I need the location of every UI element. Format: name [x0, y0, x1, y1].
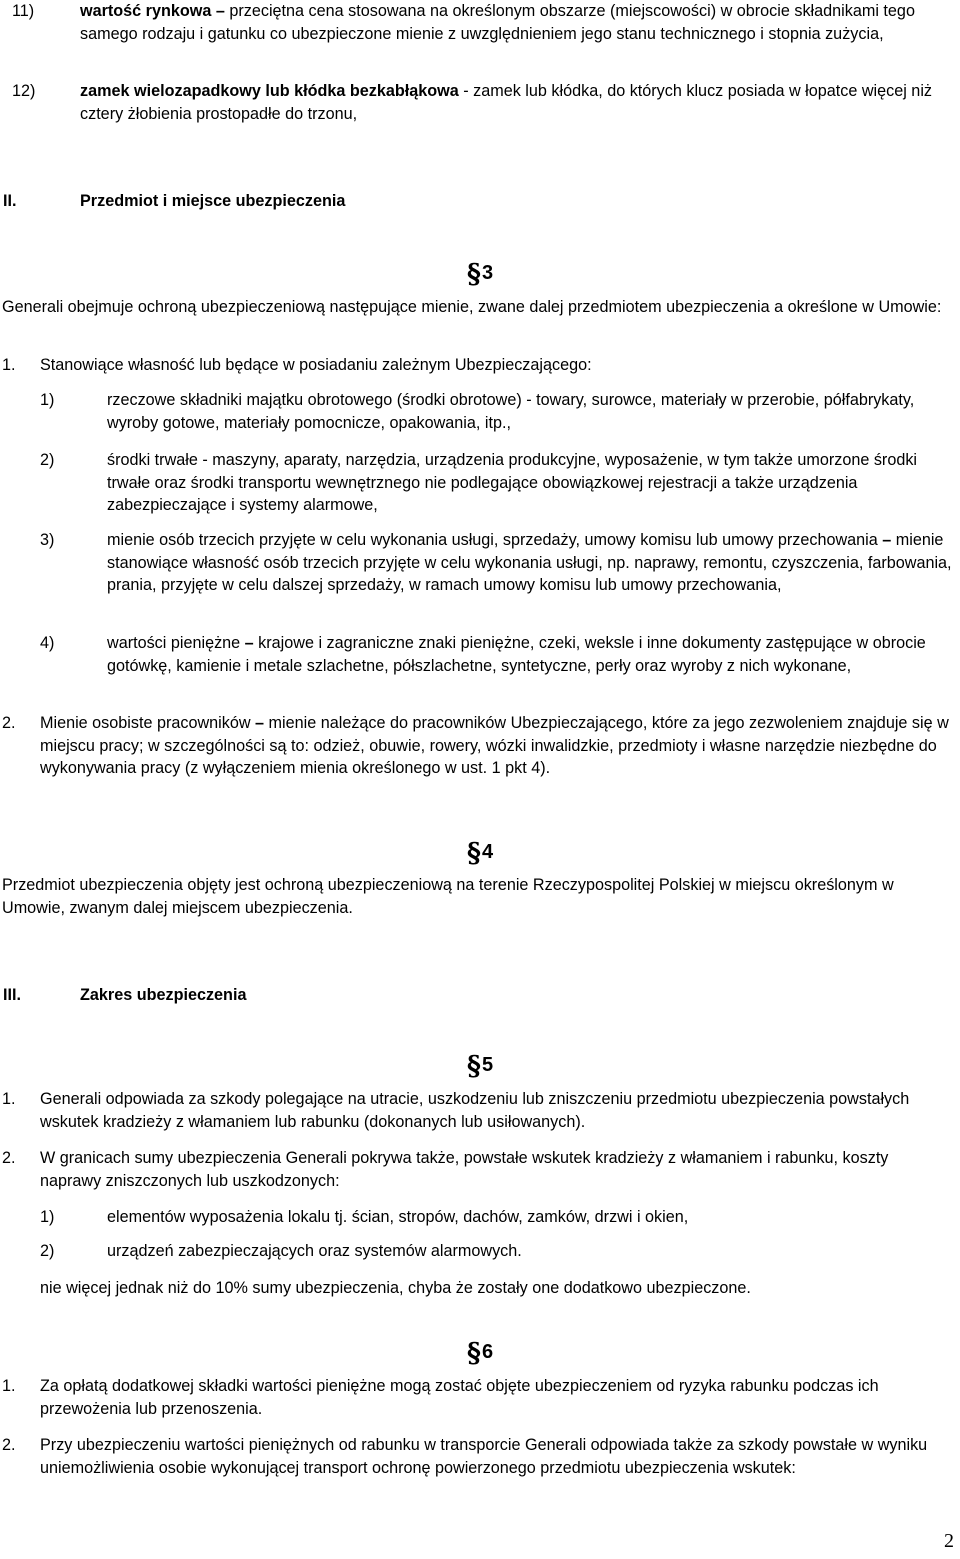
paragraph-number: 6	[482, 1341, 494, 1363]
definition-11-term: wartość rynkowa	[80, 2, 212, 20]
page-number: 2	[944, 1530, 954, 1552]
subitem-number: 2)	[40, 1242, 55, 1260]
definition-11-number: 11)	[12, 2, 35, 20]
definition-11-text: przeciętna cena stosowana na określonym obszarze (miejscowości) w obrocie składnikami tego samego rodzaju i gatunku co ubezpieczone mienie z uwzględnieniem jego stanu technicznego i stopnia zużycia,	[80, 2, 915, 43]
section-2-number: II.	[3, 192, 17, 210]
paragraph-3-heading	[0, 259, 960, 290]
subitem-number: 1)	[40, 1208, 55, 1226]
paragraph-3-intro: Generali obejmuje ochroną ubezpieczeniową następujące mienie, zwane dalej przedmiotem ubezpieczenia a określone w Umowie:	[2, 298, 942, 316]
paragraph-6-item-2: Przy ubezpieczeniu wartości pieniężnych od rabunku w transporcie Generali odpowiada także za szkody powstałe w wyniku uniemożliwienia osobie wykonującej transport ochronę powierzonego przedmiotu ubezpieczenia wskutek:	[40, 1436, 928, 1477]
paragraph-number: 4	[482, 841, 494, 863]
definition-12	[80, 80, 954, 125]
paragraph-6-heading	[0, 1338, 960, 1369]
paragraph-number: 5	[482, 1054, 494, 1076]
paragraph-3-item-2	[40, 712, 954, 780]
paragraph-3-item-1: Stanowiące własność lub będące w posiadaniu zależnym Ubezpieczającego:	[40, 356, 592, 374]
dash: –	[250, 714, 269, 732]
section-sign: §	[466, 1051, 481, 1082]
paragraph-5-item-2: W granicach sumy ubezpieczenia Generali pokrywa także, powstałe wskutek kradzieży z włamaniem i rabunku, koszty naprawy zniszczonych lub uszkodzonych:	[40, 1149, 889, 1190]
definition-11	[80, 0, 954, 45]
item-number: 2.	[2, 1436, 16, 1454]
paragraph-3-subitem-3	[107, 529, 954, 597]
section-2-title: Przedmiot i miejsce ubezpieczenia	[80, 192, 346, 210]
paragraph-5-item-1: Generali odpowiada za szkody polegające na utracie, uszkodzeniu lub zniszczeniu przedmiotu ubezpieczenia powstałych wskutek kradzieży z włamaniem lub rabunku (dokonanych lub usiłowanych).	[40, 1090, 910, 1131]
item-number: 1.	[2, 356, 16, 374]
section-sign: §	[466, 259, 481, 290]
subitem-number: 3)	[40, 531, 55, 549]
item-2-part-a: Mienie osobiste pracowników	[40, 714, 251, 732]
item-number: 2.	[2, 1149, 16, 1167]
section-sign: §	[466, 838, 481, 869]
definition-12-text: - zamek lub kłódka, do których klucz posiada w łopatce więcej niż cztery żłobienia prostopadłe do trzonu,	[80, 82, 933, 123]
paragraph-5-limit: nie więcej jednak niż do 10% sumy ubezpieczenia, chyba że zostały one dodatkowo ubezpieczone.	[40, 1279, 751, 1297]
definition-12-term: zamek wielozapadkowy lub kłódka bezkabłąkowa	[80, 82, 459, 100]
section-3-number: III.	[3, 986, 21, 1004]
paragraph-3-subitem-4	[107, 632, 954, 677]
paragraph-5-heading	[0, 1051, 960, 1082]
paragraph-5-subitem-2: urządzeń zabezpieczających oraz systemów alarmowych.	[107, 1242, 522, 1260]
item-number: 1.	[2, 1090, 16, 1108]
subitem-number: 1)	[40, 391, 55, 409]
paragraph-3-subitem-1: rzeczowe składniki majątku obrotowego (środki obrotowe) - towary, surowce, materiały w przerobie, półfabrykaty, wyroby gotowe, materiały pomocnicze, opakowania, itp.,	[107, 391, 915, 432]
section-3-title: Zakres ubezpieczenia	[80, 986, 247, 1004]
item-number: 1.	[2, 1377, 16, 1395]
subitem-4-part-a: wartości pieniężne	[107, 634, 241, 652]
item-2-part-b: mienie należące do pracowników Ubezpieczającego, które za jego zezwoleniem znajduje się w miejscu pracy; w szczególności są to: odzież, obuwie, rowery, wózki inwalidzkie, przedmioty i własne narzędzie niezbędne do wykonywania pracy (z wyłączeniem mienia określonego w ust. 1 pkt 4).	[40, 714, 949, 777]
paragraph-4-text: Przedmiot ubezpieczenia objęty jest ochroną ubezpieczeniową na terenie Rzeczypospolitej Polskiej w miejscu określonym w Umowie, zwanym dalej miejscem ubezpieczenia.	[2, 876, 894, 917]
subitem-4-part-b: krajowe i zagraniczne znaki pieniężne, czeki, weksle i inne dokumenty zastępujące w obrocie gotówkę, kamienie i metale szlachetne, półszlachetne, syntetyczne, perły oraz wyroby z nich wykonane,	[107, 634, 926, 675]
definition-12-number: 12)	[12, 82, 36, 100]
subitem-number: 4)	[40, 634, 55, 652]
subitem-3-part-a: mienie osób trzecich przyjęte w celu wykonania usługi, sprzedaży, umowy komisu lub umowy przechowania	[107, 531, 878, 549]
paragraph-4-heading	[0, 838, 960, 869]
dash: –	[240, 634, 259, 652]
subitem-number: 2)	[40, 451, 55, 469]
dash: –	[877, 531, 896, 549]
paragraph-number: 3	[482, 262, 494, 284]
dash: –	[211, 2, 230, 20]
subitem-3-part-b: mienie stanowiące własność osób trzecich przyjęte w celu wykonania usługi, np. naprawy, remontu, czyszczenia, farbowania, prania, przyjęte w celu dalszej sprzedaży, w ramach umowy komisu lub umowy przechowania,	[107, 531, 952, 594]
paragraph-3-subitem-2: środki trwałe - maszyny, aparaty, narzędzia, urządzenia produkcyjne, wyposażenie, w tym także umorzone środki trwałe oraz środki transportu wewnętrznego nie podlegające obowiązkowej rejestracji a także urządzenia zabezpieczające i systemy alarmowe,	[107, 451, 918, 514]
paragraph-6-item-1: Za opłatą dodatkowej składki wartości pieniężne mogą zostać objęte ubezpieczeniem od ryzyka rabunku podczas ich przewożenia lub przenoszenia.	[40, 1377, 879, 1418]
section-sign: §	[466, 1338, 481, 1369]
paragraph-5-subitem-1: elementów wyposażenia lokalu tj. ścian, stropów, dachów, zamków, drzwi i okien,	[107, 1208, 689, 1226]
item-number: 2.	[2, 714, 16, 732]
